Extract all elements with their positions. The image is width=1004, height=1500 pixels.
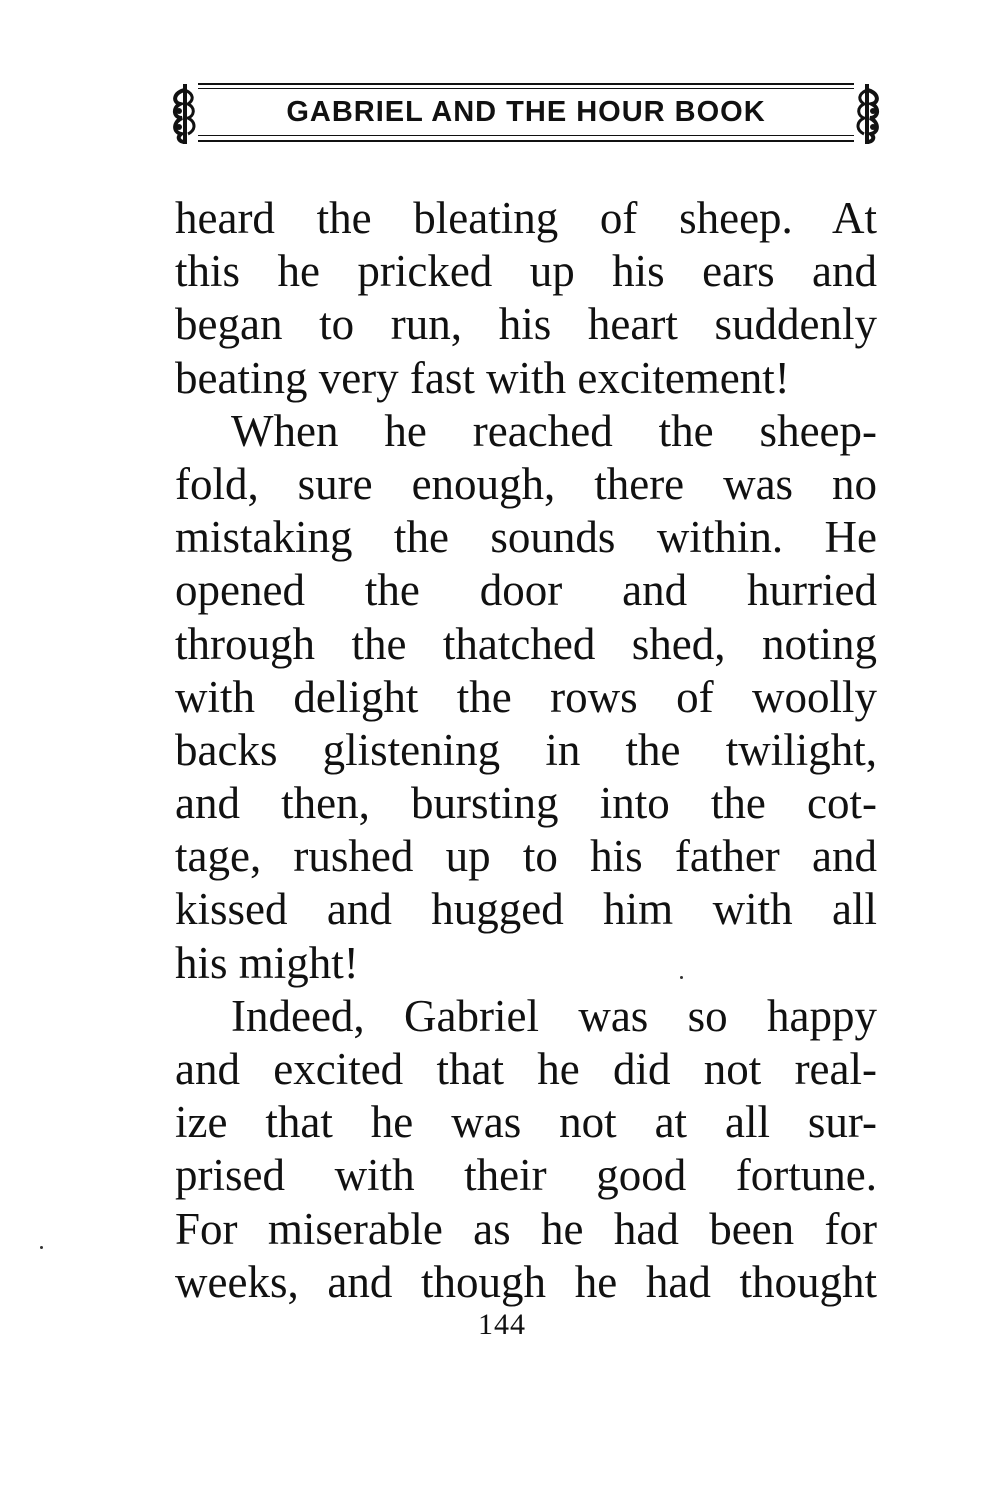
left-ornament-icon bbox=[170, 84, 200, 144]
text-line: and excited that he did not real- bbox=[175, 1044, 877, 1094]
text-line: this he pricked up his ears and bbox=[175, 246, 877, 297]
text-line: Indeed, Gabriel was so happy bbox=[231, 990, 877, 1041]
text-line: his might! bbox=[175, 937, 359, 988]
text-line: tage, rushed up to his father and bbox=[175, 831, 877, 882]
header-rule-top-thin bbox=[198, 88, 854, 89]
header-rule-bottom bbox=[198, 140, 854, 142]
page-number: 144 bbox=[478, 1308, 526, 1341]
text-line: and then, bursting into the cot- bbox=[175, 778, 877, 829]
header-rule-top bbox=[198, 83, 854, 85]
text-line: began to run, his heart suddenly bbox=[175, 299, 877, 350]
print-speck bbox=[40, 1246, 43, 1249]
body-text bbox=[175, 192, 877, 1309]
text-line: backs glistening in the twilight, bbox=[175, 724, 877, 775]
text-line: beating very fast with excitement! bbox=[175, 352, 790, 403]
text-line: fold, sure enough, there was no bbox=[175, 458, 877, 509]
text-line: kissed and hugged him with all bbox=[175, 884, 877, 935]
text-line: weeks, and though he had thought bbox=[175, 1256, 877, 1307]
text-line: with delight the rows of woolly bbox=[175, 671, 877, 722]
text-line: opened the door and hurried bbox=[175, 565, 877, 616]
running-head-title: GABRIEL AND THE HOUR BOOK bbox=[286, 96, 766, 128]
text-line: through the thatched shed, noting bbox=[175, 618, 877, 669]
text-line: ize that he was not at all sur- bbox=[175, 1097, 877, 1148]
text-line: For miserable as he had been for bbox=[175, 1203, 877, 1254]
text-line: When he reached the sheep- bbox=[231, 405, 877, 456]
text-line: heard the bleating of sheep. At bbox=[175, 193, 877, 243]
text-line: mistaking the sounds within. He bbox=[175, 512, 877, 563]
header-rule-bottom-thin bbox=[198, 135, 854, 136]
text-line: prised with their good fortune. bbox=[175, 1150, 877, 1201]
right-ornament-icon bbox=[852, 84, 882, 144]
print-speck bbox=[680, 976, 683, 979]
running-header bbox=[170, 80, 882, 150]
